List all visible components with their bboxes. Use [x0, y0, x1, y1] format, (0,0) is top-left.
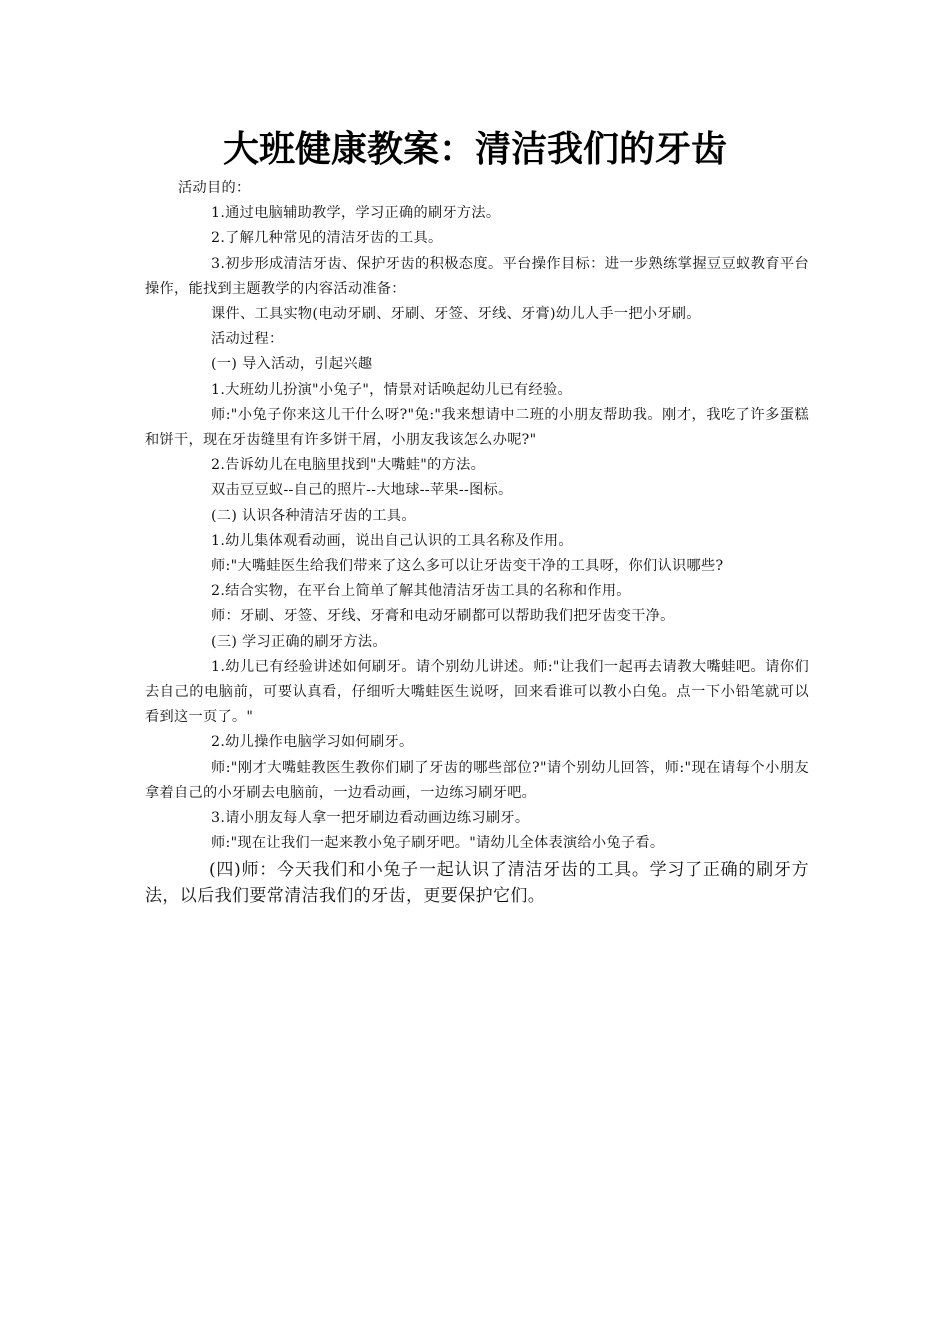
paragraph-section-2-heading: (二) 认识各种清洁牙齿的工具。	[211, 507, 416, 524]
paragraph-objective-1: 1.通过电脑辅助教学，学习正确的刷牙方法。	[211, 205, 501, 222]
paragraph-section-1-steps: 双击豆豆蚁--自己的照片--大地球--苹果--图标。	[211, 482, 513, 499]
paragraph-section-3-dialogue-1: 师:"刚才大嘴蛙教医生教你们刷了牙齿的哪些部位?"请个别幼儿回答，师:"现在请每个小朋友拿着自己的小牙刷去电脑前，一边看动画，一边练习刷牙吧。	[145, 759, 809, 801]
paragraph-section-1-heading: (一) 导入活动，引起兴趣	[211, 356, 373, 373]
paragraph-materials: 课件、工具实物(电动牙刷、牙刷、牙签、牙线、牙膏)幼儿人手一把小牙刷。	[211, 306, 701, 323]
paragraph-section-3-dialogue-2: 师:"现在让我们一起来教小兔子刷牙吧。"请幼儿全体表演给小兔子看。	[211, 835, 665, 852]
paragraph-section-1-dialogue: 师:"小兔子你来这儿干什么呀?"兔:"我来想请中二班的小朋友帮助我。刚才，我吃了许多蛋糕和饼干，现在牙齿缝里有许多饼干屑，小朋友我该怎么办呢?"	[145, 406, 809, 449]
document-body	[145, 176, 809, 909]
paragraph-section-4-conclusion: (四)师：今天我们和小兔子一起认识了清洁牙齿的工具。学习了正确的刷牙方法，以后我们要常清洁我们的牙齿，更要保护它们。	[145, 860, 809, 907]
paragraph-section-3-item-3: 3.请小朋友每人拿一把牙刷边看动画边练习刷牙。	[211, 810, 530, 827]
paragraph-section-2-item-1: 1.幼儿集体观看动画，说出自己认识的工具名称及作用。	[211, 532, 573, 549]
paragraph-objectives-heading: 活动目的：	[178, 180, 251, 196]
paragraph-section-2-dialogue-1: 师:"大嘴蛙医生给我们带来了这么多可以让牙齿变干净的工具呀，你们认识哪些?	[211, 558, 724, 575]
paragraph-section-1-item-1: 1.大班幼儿扮演"小兔子"，情景对话唤起幼儿已有经验。	[211, 381, 573, 398]
paragraph-section-2-dialogue-2: 师：牙刷、牙签、牙线、牙膏和电动牙刷都可以帮助我们把牙齿变干净。	[211, 608, 675, 625]
document-title: 大班健康教案：清洁我们的牙齿	[222, 129, 727, 170]
paragraph-objective-3: 3.初步形成清洁牙齿、保护牙齿的积极态度。平台操作目标：进一步熟练掌握豆豆蚁教育平台操作，能找到主题教学的内容活动准备：	[145, 255, 809, 297]
paragraph-section-3-item-2: 2.幼儿操作电脑学习如何刷牙。	[211, 734, 414, 751]
paragraph-process-heading: 活动过程：	[211, 331, 284, 348]
paragraph-objective-2: 2.了解几种常见的清洁牙齿的工具。	[211, 230, 443, 247]
paragraph-section-1-item-2: 2.告诉幼儿在电脑里找到"大嘴蛙"的方法。	[211, 457, 486, 474]
paragraph-section-3-item-1: 1.幼儿已有经验讲述如何刷牙。请个别幼儿讲述。师:"让我们一起再去请教大嘴蛙吧。请你们去自己的电脑前，可要认真看，仔细听大嘴蛙医生说呀，回来看谁可以教小白兔。点一下小铅笔就可以看到这一页了。"	[145, 658, 809, 726]
paragraph-section-2-item-2: 2.结合实物，在平台上简单了解其他清洁牙齿工具的名称和作用。	[211, 583, 631, 600]
paragraph-section-3-heading: (三) 学习正确的刷牙方法。	[211, 633, 387, 650]
